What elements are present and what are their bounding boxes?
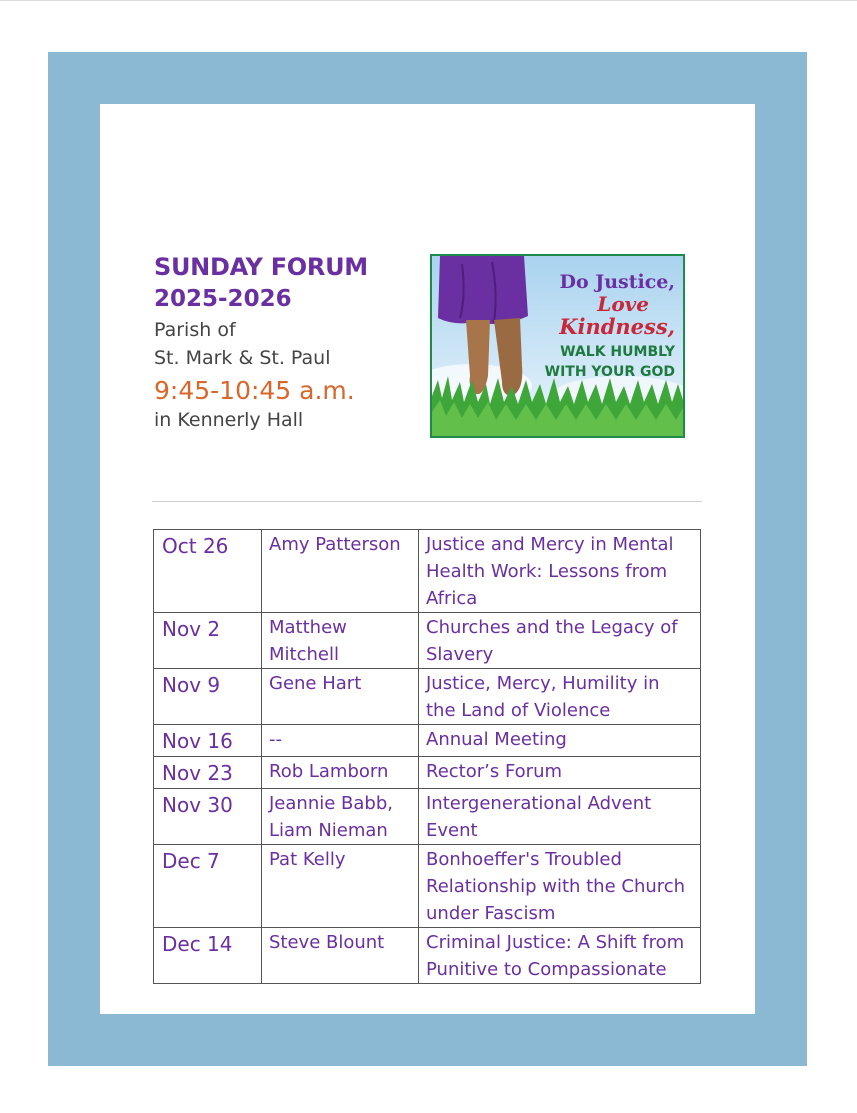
parish-line-1: Parish of — [154, 319, 236, 341]
logo-line-5: WITH YOUR GOD — [544, 364, 675, 380]
table-row — [154, 530, 701, 613]
table-row — [154, 757, 701, 789]
row-speaker: -- — [262, 725, 419, 757]
table-row — [154, 613, 701, 669]
row-date: Nov 9 — [154, 669, 262, 725]
row-speaker: Pat Kelly — [262, 845, 419, 928]
parish-line-2: St. Mark & St. Paul — [154, 347, 331, 369]
micah-logo-image — [430, 254, 685, 438]
logo-text — [545, 270, 675, 382]
row-topic: Justice, Mercy, Humility in the Land of Violence — [419, 669, 701, 725]
table-row — [154, 725, 701, 757]
logo-line-2: Love — [597, 292, 649, 316]
table-row — [154, 845, 701, 928]
row-topic: Churches and the Legacy of Slavery — [419, 613, 701, 669]
forum-time: 9:45-10:45 a.m. — [154, 376, 355, 405]
row-topic: Justice and Mercy in Mental Health Work: Lessons from Africa — [419, 530, 701, 613]
table-row — [154, 789, 701, 845]
row-speaker: Amy Patterson — [262, 530, 419, 613]
flyer-sheet — [100, 104, 755, 1014]
row-date: Nov 30 — [154, 789, 262, 845]
row-date: Nov 2 — [154, 613, 262, 669]
table-row — [154, 669, 701, 725]
logo-line-1: Do Justice, — [559, 271, 675, 293]
row-date: Nov 23 — [154, 757, 262, 789]
row-speaker: Gene Hart — [262, 669, 419, 725]
table-row — [154, 928, 701, 984]
blue-border-frame — [48, 52, 807, 1066]
schedule-table — [153, 529, 701, 984]
forum-title: SUNDAY FORUM — [154, 253, 368, 281]
row-topic: Rector’s Forum — [419, 757, 701, 789]
row-topic: Annual Meeting — [419, 725, 701, 757]
forum-header — [154, 248, 368, 434]
row-date: Oct 26 — [154, 530, 262, 613]
logo-line-3: Kindness, — [559, 314, 675, 339]
row-speaker: Steve Blount — [262, 928, 419, 984]
section-divider — [152, 501, 702, 502]
row-topic: Intergenerational Advent Event — [419, 789, 701, 845]
row-speaker: Matthew Mitchell — [262, 613, 419, 669]
row-speaker: Jeannie Babb, Liam Nieman — [262, 789, 419, 845]
row-date: Nov 16 — [154, 725, 262, 757]
row-date: Dec 14 — [154, 928, 262, 984]
forum-years: 2025-2026 — [154, 286, 292, 312]
row-topic: Criminal Justice: A Shift from Punitive to Compassionate — [419, 928, 701, 984]
logo-line-4: WALK HUMBLY — [560, 344, 675, 360]
row-date: Dec 7 — [154, 845, 262, 928]
row-topic: Bonhoeffer's Troubled Relationship with the Church under Fascism — [419, 845, 701, 928]
page-top-rule — [0, 0, 857, 1]
forum-location: in Kennerly Hall — [154, 409, 304, 431]
row-speaker: Rob Lamborn — [262, 757, 419, 789]
